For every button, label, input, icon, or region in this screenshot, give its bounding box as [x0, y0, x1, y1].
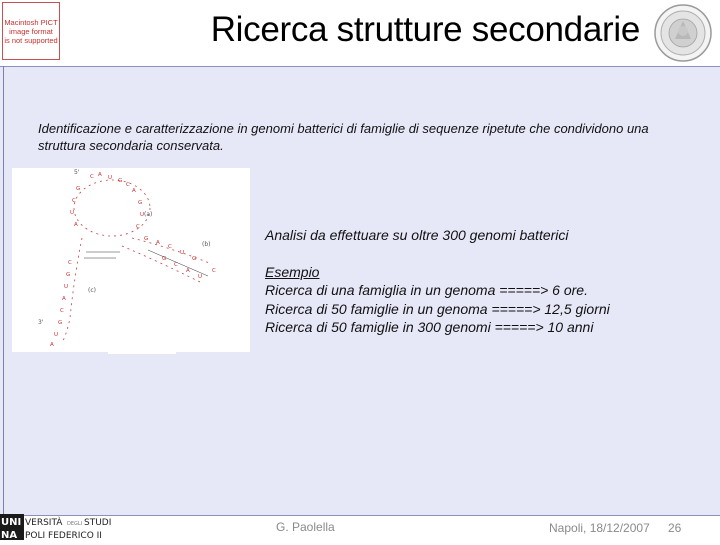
- page-number: 26: [668, 521, 682, 535]
- svg-text:(b): (b): [202, 241, 211, 248]
- rna-secondary-structure-figure: [12, 168, 250, 352]
- svg-text:U: U: [140, 212, 145, 218]
- intro-text: Identificazione e caratterizzazione in genomi batterici di famiglie di sequenze ripetute che condividono una struttura secondaria conservata.: [38, 121, 649, 153]
- example-line: Ricerca di una famiglia in un genoma =====> 6 ore.: [265, 282, 588, 298]
- svg-text:(c): (c): [88, 287, 96, 294]
- analysis-text: Analisi da effettuare su oltre 300 genomi batterici: [265, 227, 569, 243]
- svg-text:U: U: [70, 210, 75, 216]
- example-line: Ricerca di 50 famiglie in 300 genomi =====> 10 anni: [265, 319, 594, 335]
- example-line: Ricerca di 50 famiglie in un genoma =====> 12,5 giorni: [265, 300, 610, 317]
- svg-text:U: U: [108, 175, 113, 181]
- svg-text:A: A: [74, 222, 78, 228]
- svg-text:U: U: [64, 284, 69, 290]
- svg-text:(a): (a): [144, 211, 153, 218]
- svg-text:U: U: [54, 332, 59, 338]
- logo-studi: STUDI: [84, 518, 112, 528]
- svg-text:U: U: [180, 250, 185, 256]
- logo-versita: VERSITÀ: [25, 518, 63, 528]
- svg-text:C: C: [72, 198, 76, 204]
- svg-text:C: C: [68, 260, 72, 266]
- analysis-block: [265, 226, 705, 337]
- placeholder-text: Macintosh PICT image format is not supported: [4, 17, 58, 45]
- unsupported-image-placeholder: [2, 2, 60, 60]
- example-heading: Esempio: [265, 263, 320, 280]
- svg-text:5': 5': [74, 169, 80, 176]
- logo-degli: DEGLI: [67, 521, 83, 527]
- svg-text:G: G: [66, 272, 71, 278]
- svg-text:C: C: [90, 174, 94, 180]
- svg-text:C: C: [212, 268, 216, 274]
- svg-text:A: A: [98, 172, 102, 178]
- left-rule: [3, 66, 4, 514]
- footer-date: Napoli, 18/12/2007: [549, 521, 650, 535]
- figure-caption-bar: [108, 352, 176, 354]
- svg-text:G: G: [162, 256, 167, 262]
- svg-text:G: G: [192, 256, 197, 262]
- university-logo: [0, 514, 124, 540]
- svg-text:G: G: [144, 236, 149, 242]
- logo-federico: POLI FEDERICO II: [25, 531, 102, 540]
- slide-title: Ricerca strutture secondarie: [210, 10, 640, 49]
- footer-author: G. Paolella: [276, 520, 335, 534]
- logo-na: NA: [1, 530, 18, 540]
- svg-text:A: A: [186, 268, 190, 274]
- svg-text:C: C: [174, 262, 178, 268]
- svg-text:G: G: [58, 320, 63, 326]
- logo-uni: UNI: [1, 517, 22, 528]
- svg-text:G: G: [76, 186, 81, 192]
- svg-text:C: C: [168, 244, 172, 250]
- svg-text:C: C: [136, 224, 140, 230]
- svg-text:A: A: [132, 188, 136, 194]
- svg-text:C: C: [126, 182, 130, 188]
- svg-text:A: A: [50, 342, 54, 348]
- svg-text:A: A: [62, 296, 66, 302]
- svg-text:3': 3': [38, 319, 44, 326]
- svg-text:G: G: [138, 200, 143, 206]
- svg-text:G: G: [118, 178, 123, 184]
- svg-text:C: C: [60, 308, 64, 314]
- svg-text:U: U: [198, 274, 203, 280]
- svg-text:A: A: [156, 240, 160, 246]
- university-seal-logo: [653, 3, 713, 63]
